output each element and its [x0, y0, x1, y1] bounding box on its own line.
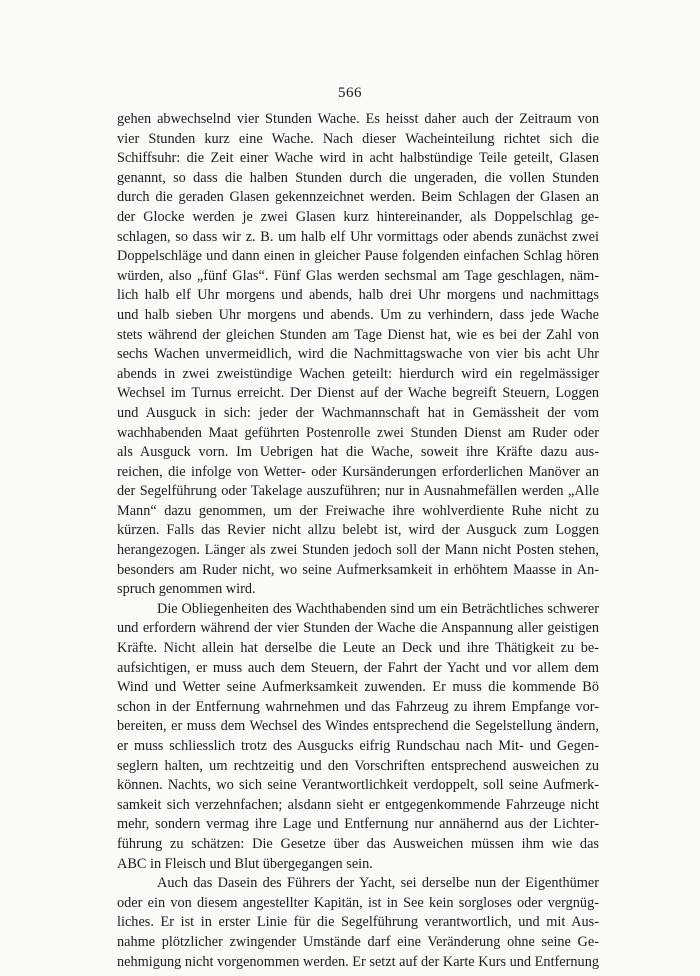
text-line: schlagen, so dass wir z. B. um halb elf Uhr vormittags oder abends zunächst zwei [117, 228, 599, 245]
text-line: der Segelführung oder Takelage auszuführen; nur in Ausnahmefällen werden „Alle [117, 483, 599, 500]
text-line: schon in der Entfernung wahrnehmen und das Fahrzeug zu ihrem Empfange vor- [117, 698, 599, 715]
text-line: ABC in Fleisch und Blut übergegangen sein. [117, 855, 373, 872]
page-number: 566 [338, 85, 362, 101]
text-line: nehmigung nicht vorgenommen werden. Er setzt auf der Karte Kurs und Entfernung [117, 953, 599, 970]
text-line: führung zu schätzen: Die Gesetze über das Ausweichen müssen ihm wie das [117, 835, 599, 852]
text-line: abends in zwei zweistündige Wachen geteilt: hierdurch wird ein regelmässiger [117, 365, 599, 382]
text-line: aufsichtigen, er muss auch dem Steuern, der Fahrt der Yacht und vor allem dem [117, 659, 599, 676]
text-line: vier Stunden kurz eine Wache. Nach dieser Wacheinteilung richtet sich die [117, 130, 599, 147]
text-line: lich halb elf Uhr morgens und abends, halb drei Uhr morgens und nachmittags [117, 287, 599, 304]
text-line: als Ausguck vorn. Im Uebrigen hat die Wache, soweit ihre Kräfte dazu aus- [117, 444, 599, 461]
text-line: nahme plötzlicher zwingender Umstände darf eine Veränderung ohne seine Ge- [117, 933, 599, 950]
text-line: wachhabenden Maat geführten Postenrolle zwei Stunden Dienst am Ruder oder [117, 424, 599, 441]
text-line: durch die geraden Glasen gekennzeichnet werden. Beim Schlagen der Glasen an [117, 189, 599, 206]
paragraph [117, 600, 599, 874]
text-line: Mann“ dazu genommen, um der Freiwache ihre wohlverdiente Ruhe nicht zu [117, 502, 599, 519]
text-line: Kräfte. Nicht allein hat derselbe die Leute an Deck und ihre Thätigkeit zu be- [117, 640, 599, 657]
text-line: sechs Wachen unvermeidlich, wird die Nachmittagswache von vier bis acht Uhr [117, 346, 599, 363]
text-line: stets während der gleichen Stunden am Tage Dienst hat, wie es bei der Zahl von [117, 326, 599, 343]
text-line: Die Obliegenheiten des Wachthabenden sind um ein Beträchtliches schwerer [157, 600, 599, 617]
text-line: reichen, die infolge von Wetter- oder Kursänderungen erforderlichen Manöver an [117, 463, 599, 480]
body-text [117, 110, 599, 972]
text-line: Wind und Wetter seine Aufmerksamkeit zuwenden. Er muss die kommende Bö [117, 679, 599, 696]
text-line: und Ausguck in sich: jeder der Wachmannschaft hat in Gemässheit der vom [117, 404, 599, 421]
text-line: Schiffsuhr: die Zeit einer Wache wird in acht halbstündige Teile geteilt, Glasen [117, 150, 599, 167]
paragraph [117, 110, 599, 600]
text-line: samkeit sich verzehnfachen; alsdann sieht er entgegenkommende Fahrzeuge nicht [117, 796, 599, 813]
text-line: und erfordern während der vier Stunden der Wache die Anspannung aller geistigen [117, 620, 599, 637]
text-line: spruch genommen wird. [117, 581, 256, 598]
text-line: bereiten, er muss dem Wechsel des Windes entsprechend die Segelstellung ändern, [117, 718, 599, 735]
text-line: oder ein von diesem angestellter Kapitän, ist in See kein sorgloses oder vergnüg- [117, 894, 599, 911]
text-line: herangezogen. Länger als zwei Stunden jedoch soll der Mann nicht Posten stehen, [117, 542, 599, 559]
text-line: der Glocke werden je zwei Glasen kurz hintereinander, als Doppelschlag ge- [117, 208, 599, 225]
text-line: Doppelschläge und dann einen in gleicher Pause folgenden einfachen Schlag hören [117, 248, 599, 265]
text-line: und halb sieben Uhr morgens und abends. Um zu verhindern, dass jede Wache [117, 306, 599, 323]
text-line: besonders am Ruder nicht, wo seine Aufmerksamkeit in erhöhtem Maasse in An- [117, 561, 599, 578]
text-line: seglern halten, um rechtzeitig und den Vorschriften entsprechend ausweichen zu [117, 757, 599, 774]
text-line: Auch das Dasein des Führers der Yacht, sei derselbe nun der Eigenthümer [157, 875, 599, 892]
text-line: kürzen. Falls das Revier nicht allzu belebt ist, wird der Ausguck zum Loggen [117, 522, 599, 539]
paragraph [117, 874, 599, 972]
text-line: können. Nachts, wo sich seine Verantwortlichkeit verdoppelt, soll seine Aufmerk- [117, 777, 599, 794]
text-line: Wechsel im Turnus erreicht. Der Dienst auf der Wache begreift Steuern, Loggen [117, 385, 599, 402]
text-line: er muss schliesslich trotz des Ausgucks eifrig Rundschau nach Mit- und Gegen- [117, 738, 599, 754]
text-line: gehen abwechselnd vier Stunden Wache. Es heisst daher auch der Zeitraum von [117, 111, 599, 127]
text-line: mehr, sondern vermag ihre Lage und Entfernung nur annähernd aus der Lichter- [117, 816, 599, 833]
text-line: genannt, so dass die halben Stunden durch die ungeraden, die vollen Stunden [117, 169, 599, 186]
text-line: würden, also „fünf Glas“. Fünf Glas werden sechsmal am Tage geschlagen, näm- [117, 267, 599, 284]
text-line: liches. Er ist in erster Linie für die Segelführung verantwortlich, und mit Aus- [117, 914, 599, 931]
